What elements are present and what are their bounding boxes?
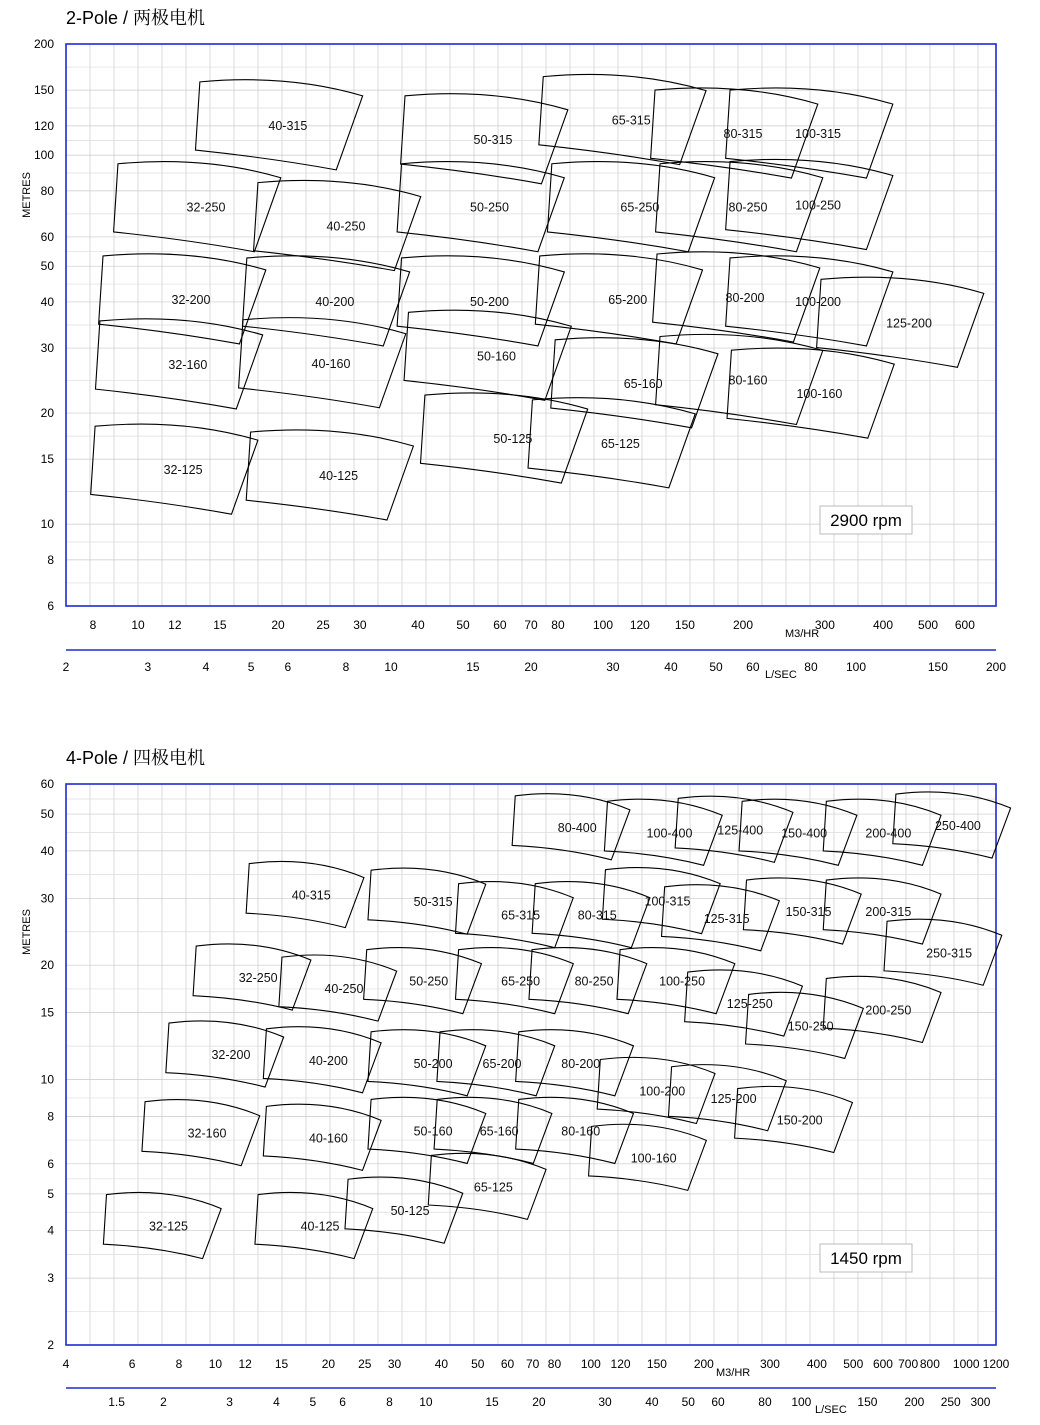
x-tick-label-m3hr: 60 — [493, 618, 507, 632]
pump-curve-label: 65-200 — [482, 1056, 522, 1071]
pump-curve-label: 100-400 — [646, 826, 693, 841]
x-tick-label-lsec: 5 — [247, 660, 255, 674]
x-tick-label-m3hr: 40 — [411, 618, 425, 632]
x-tick-label-lsec: 40 — [664, 660, 678, 674]
pump-curve-label: 40-250 — [324, 982, 364, 997]
y-tick-label: 8 — [47, 1109, 54, 1124]
y-tick-label: 120 — [33, 118, 54, 133]
x-tick-label-lsec: 15 — [485, 1395, 499, 1409]
pump-curve-label: 50-160 — [477, 349, 516, 364]
x-tick-label-m3hr: 100 — [593, 618, 614, 632]
pump-curve-label: 65-125 — [473, 1180, 513, 1195]
x-tick-label-lsec: 2 — [160, 1395, 167, 1409]
x-axis-label-lsec: L/SEC — [765, 669, 797, 681]
x-tick-label-m3hr: 200 — [732, 618, 754, 632]
pump-curve-label: 50-125 — [493, 432, 533, 447]
x-tick-label-m3hr: 200 — [693, 1357, 714, 1371]
y-tick-label: 50 — [40, 807, 54, 822]
pump-curve-label: 32-200 — [171, 292, 211, 307]
x-tick-label-m3hr: 70 — [526, 1357, 540, 1371]
x-tick-label-lsec: 3 — [144, 660, 152, 674]
x-tick-label-m3hr: 30 — [353, 618, 367, 632]
pump-curve-label: 150-250 — [787, 1019, 834, 1034]
pump-curve-label: 125-200 — [710, 1091, 757, 1106]
y-tick-label: 100 — [33, 148, 54, 163]
pump-curve-label: 32-250 — [186, 200, 226, 215]
y-tick-label: 2 — [47, 1338, 54, 1352]
pump-curve-label: 65-250 — [620, 200, 660, 215]
x-tick-label-m3hr: 10 — [131, 618, 145, 632]
x-tick-label-m3hr: 100 — [580, 1357, 601, 1371]
x-tick-label-m3hr: 80 — [551, 618, 565, 632]
pump-curve-regions — [103, 792, 1010, 1259]
pump-curve-label: 32-125 — [149, 1219, 188, 1234]
pump-curve-label: 40-250 — [326, 219, 366, 234]
x-tick-label-m3hr: 20 — [271, 618, 285, 632]
x-tick-label-lsec: 4 — [202, 660, 210, 674]
pump-curve-label: 50-250 — [470, 200, 509, 215]
x-tick-label-m3hr: 150 — [646, 1357, 667, 1371]
pump-curve-label: 32-125 — [163, 463, 203, 478]
x-tick-label-m3hr: 50 — [471, 1357, 485, 1371]
x-tick-label-m3hr: 1200 — [982, 1357, 1010, 1371]
x-tick-label-m3hr: 15 — [274, 1357, 289, 1371]
y-tick-label: 6 — [47, 1156, 54, 1171]
x-tick-label-lsec: 100 — [791, 1395, 812, 1409]
x-tick-label-lsec: 6 — [284, 660, 292, 674]
y-tick-label: 20 — [40, 406, 54, 421]
pump-curve-label: 100-200 — [795, 294, 841, 309]
x-tick-label-m3hr: 500 — [843, 1357, 864, 1371]
pump-curve-label: 150-400 — [781, 826, 828, 841]
x-tick-label-m3hr: 120 — [629, 618, 650, 632]
x-tick-label-m3hr: 400 — [872, 618, 894, 632]
x-tick-label-lsec: 250 — [940, 1395, 961, 1409]
pump-curve-label: 40-125 — [319, 469, 359, 484]
x-tick-label-m3hr: 60 — [500, 1357, 515, 1371]
x-tick-label-lsec: 30 — [598, 1395, 612, 1409]
pump-curve-label: 80-315 — [723, 127, 763, 142]
y-axis-label: METRES — [21, 909, 33, 955]
pump-curve-label: 50-250 — [409, 974, 449, 989]
pump-curve-label: 40-315 — [291, 888, 331, 903]
x-tick-label-lsec: 50 — [681, 1395, 695, 1409]
y-tick-label: 30 — [40, 341, 54, 356]
pump-curve-label: 65-250 — [501, 974, 541, 989]
x-tick-label-m3hr: 50 — [456, 618, 470, 632]
pump-curve-label: 80-160 — [728, 373, 768, 388]
pump-curve-label: 65-160 — [479, 1124, 519, 1139]
pump-curve-label: 80-160 — [561, 1124, 601, 1139]
pump-curve-label: 50-160 — [413, 1124, 453, 1139]
pump-curve-label: 80-200 — [561, 1056, 601, 1071]
y-tick-label: 30 — [40, 891, 54, 906]
x-tick-label-lsec: 30 — [606, 660, 620, 674]
x-tick-label-m3hr: 600 — [872, 1357, 893, 1371]
x-tick-label-lsec: 8 — [386, 1395, 393, 1409]
pump-curve-label: 125-200 — [886, 316, 932, 331]
y-tick-label: 15 — [40, 1005, 54, 1020]
pump-curve-label: 32-160 — [168, 357, 208, 372]
pump-curve-label: 65-315 — [501, 908, 541, 923]
x-tick-label-m3hr: 12 — [168, 618, 182, 632]
pump-curve-label: 200-315 — [865, 905, 912, 920]
x-tick-label-lsec: 200 — [904, 1395, 925, 1409]
x-tick-label-lsec: 6 — [339, 1395, 346, 1409]
pump-curve-label: 200-400 — [865, 826, 912, 841]
x-tick-label-lsec: 10 — [384, 660, 398, 674]
x-tick-label-m3hr: 4 — [62, 1357, 70, 1371]
pump-curve-label: 250-400 — [934, 819, 981, 834]
pump-curve-label: 50-200 — [470, 294, 509, 309]
y-tick-label: 5 — [47, 1186, 54, 1201]
x-tick-label-lsec: 40 — [645, 1395, 659, 1409]
y-tick-label: 60 — [40, 777, 54, 791]
x-tick-label-lsec: 5 — [309, 1395, 317, 1409]
x-tick-label-lsec: 80 — [804, 660, 818, 674]
pump-curve-label: 40-200 — [315, 294, 355, 309]
x-tick-label-m3hr: 80 — [547, 1357, 562, 1371]
x-tick-label-lsec: 60 — [746, 660, 760, 674]
y-tick-label: 10 — [40, 1072, 54, 1087]
y-tick-label: 40 — [40, 294, 54, 309]
x-tick-label-m3hr: 150 — [674, 618, 695, 632]
pump-curve-label: 80-200 — [725, 290, 765, 305]
x-tick-label-m3hr: 500 — [918, 618, 939, 632]
speed-label: 1450 rpm — [830, 1249, 902, 1268]
x-tick-label-m3hr: 20 — [321, 1357, 336, 1371]
y-tick-label: 80 — [40, 183, 54, 198]
y-tick-label: 4 — [47, 1223, 54, 1238]
x-tick-label-m3hr: 1000 — [952, 1357, 980, 1371]
x-tick-label-m3hr: 300 — [759, 1357, 780, 1371]
y-tick-label: 40 — [40, 843, 54, 858]
x-tick-label-m3hr: 25 — [316, 618, 330, 632]
x-tick-label-lsec: 150 — [857, 1395, 878, 1409]
pump-curve-label: 150-315 — [785, 905, 832, 920]
pump-curve-label: 125-315 — [703, 911, 750, 926]
x-tick-label-m3hr: 10 — [208, 1357, 223, 1371]
pump-curve-label: 40-315 — [268, 118, 308, 133]
x-tick-label-lsec: 20 — [524, 660, 538, 674]
pump-curve-label: 50-125 — [390, 1204, 430, 1219]
pump-curve-label: 200-250 — [865, 1003, 912, 1018]
pump-curve-label: 100-200 — [639, 1084, 686, 1099]
y-tick-label: 8 — [47, 552, 54, 567]
speed-label: 2900 rpm — [830, 511, 902, 530]
y-tick-label: 3 — [47, 1271, 54, 1286]
pump-curve-label: 32-250 — [238, 971, 278, 986]
y-tick-label: 60 — [40, 229, 54, 244]
x-tick-label-lsec: 300 — [970, 1395, 991, 1409]
pump-curve-label: 100-315 — [644, 894, 691, 909]
pump-curve-label: 80-315 — [577, 908, 617, 923]
pump-curve-label: 100-250 — [795, 198, 841, 213]
pump-curve-label: 40-125 — [300, 1219, 340, 1234]
pump-curve-label: 80-250 — [728, 200, 768, 215]
x-tick-label-m3hr: 8 — [89, 618, 97, 632]
chart-title: 4-Pole / 四极电机 — [66, 748, 206, 768]
x-tick-label-lsec: 50 — [709, 660, 723, 674]
pump-curve-label: 32-200 — [211, 1048, 251, 1063]
x-tick-label-m3hr: 700 — [898, 1357, 919, 1371]
pump-curve-label: 65-125 — [600, 436, 640, 451]
y-axis-label: METRES — [21, 172, 33, 218]
x-tick-label-m3hr: 12 — [238, 1357, 252, 1371]
x-tick-label-m3hr: 6 — [128, 1357, 136, 1371]
pump-curve-label: 50-315 — [473, 132, 513, 147]
x-tick-label-lsec: 8 — [342, 660, 350, 674]
pump-curve-label: 125-400 — [717, 823, 764, 838]
x-tick-label-lsec: 200 — [985, 660, 1007, 674]
x-tick-label-m3hr: 30 — [387, 1357, 402, 1371]
pump-curve-label: 80-400 — [557, 820, 597, 835]
x-tick-label-m3hr: 400 — [806, 1357, 827, 1371]
pump-curve-label: 40-160 — [311, 356, 351, 371]
x-axis-label-lsec: L/SEC — [815, 1404, 847, 1416]
pump-curve-label: 32-160 — [187, 1126, 227, 1141]
x-tick-label-lsec: 100 — [846, 660, 867, 674]
y-tick-label: 6 — [47, 599, 54, 613]
x-tick-label-m3hr: 70 — [524, 618, 538, 632]
x-tick-label-lsec: 20 — [532, 1395, 546, 1409]
x-tick-label-m3hr: 800 — [919, 1357, 940, 1371]
pump-curve-label: 65-315 — [611, 113, 651, 128]
pump-curve-label: 250-315 — [926, 946, 973, 961]
pump-curve-label: 125-250 — [726, 997, 773, 1012]
pump-curve-label: 100-160 — [796, 387, 843, 402]
x-tick-label-m3hr: 8 — [175, 1357, 183, 1371]
y-tick-label: 20 — [40, 958, 54, 973]
x-tick-label-lsec: 4 — [273, 1395, 280, 1409]
x-tick-label-lsec: 10 — [419, 1395, 433, 1409]
x-tick-label-lsec: 1.5 — [108, 1395, 125, 1409]
y-tick-label: 50 — [40, 259, 54, 274]
chart-title: 2-Pole / 两极电机 — [66, 8, 206, 28]
pump-curve-label: 50-315 — [413, 895, 453, 910]
y-tick-label: 10 — [40, 517, 54, 532]
x-tick-label-m3hr: 600 — [954, 618, 975, 632]
pump-curve-label: 40-160 — [308, 1131, 348, 1146]
x-tick-label-lsec: 2 — [62, 660, 70, 674]
y-tick-label: 15 — [40, 452, 54, 467]
pump-curve-label: 65-160 — [623, 376, 663, 391]
x-tick-label-lsec: 15 — [466, 660, 480, 674]
y-tick-label: 150 — [33, 83, 54, 98]
pump-curve-label: 50-200 — [413, 1056, 453, 1071]
y-tick-label: 200 — [33, 37, 54, 51]
x-tick-label-m3hr: 120 — [610, 1357, 631, 1371]
x-tick-label-lsec: 3 — [226, 1395, 233, 1409]
x-axis-label-m3hr: M3/HR — [716, 1367, 751, 1379]
pump-curve-label: 100-315 — [795, 127, 841, 142]
pump-curve-label: 150-200 — [776, 1113, 823, 1128]
x-tick-label-lsec: 60 — [711, 1395, 725, 1409]
x-tick-label-lsec: 80 — [758, 1395, 772, 1409]
pump-curve-label: 100-250 — [659, 974, 706, 989]
pump-curve-label: 100-160 — [630, 1151, 677, 1166]
pump-curve-label: 65-200 — [608, 292, 648, 307]
pump-curve-label: 80-250 — [574, 974, 614, 989]
x-tick-label-lsec: 150 — [927, 660, 948, 674]
x-tick-label-m3hr: 40 — [434, 1357, 449, 1371]
x-tick-label-m3hr: 300 — [814, 618, 835, 632]
x-tick-label-m3hr: 25 — [358, 1357, 372, 1371]
pump-curve-label: 40-200 — [308, 1053, 348, 1068]
x-axis-label-m3hr: M3/HR — [784, 628, 820, 640]
x-tick-label-m3hr: 15 — [213, 618, 227, 632]
